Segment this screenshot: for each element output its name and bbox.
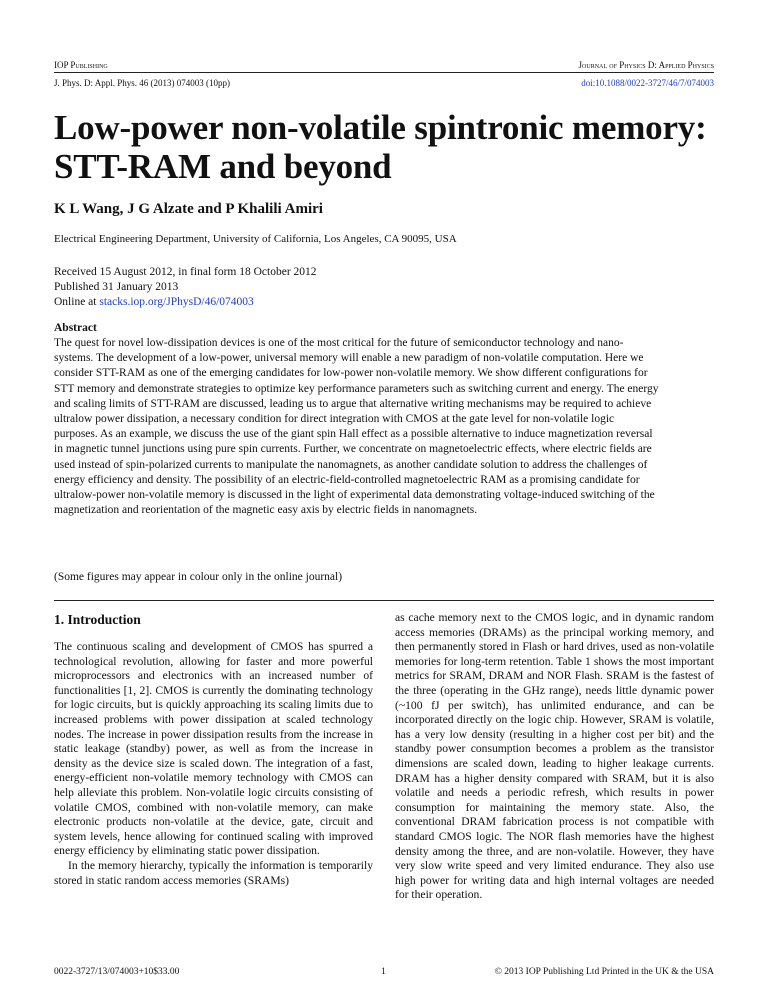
publisher-name: IOP Publishing xyxy=(54,60,108,70)
page-number: 1 xyxy=(381,967,386,977)
left-column xyxy=(54,640,373,888)
online-line xyxy=(54,295,317,310)
abstract-rule xyxy=(54,600,714,601)
intro-paragraph-1: The continuous scaling and development of CMOS has spurred a technological revolution, allowing for faster and more powerful microprocessors and electronics with an increased number of functionalities [1, 2]. CMOS is currently the dominating technology for logic circuits, but is quickly approaching its scaling limits due to increased problems with power dissipation at scaled technology nodes. The increase in power dissipation results from the increase in static leakage (standby) power, as well as from the increase in density as the device size is scaled down. The integration of a fast, energy-efficient non-volatile memory technology with CMOS can help alleviate this problem. Non-volatile logic circuits consisting of volatile CMOS, combined with non-volatile memory, can make electronic products non-volatile at the device, gate, circuit and system levels, hence allowing for continued scaling with improved energy efficiency by eliminating static power dissipation. xyxy=(54,640,373,858)
right-column xyxy=(395,611,714,903)
intro-paragraph-2: In the memory hierarchy, typically the information is temporarily stored in static random access memories (SRAMs) xyxy=(54,858,373,887)
published-date: Published 31 January 2013 xyxy=(54,281,179,293)
header-rule xyxy=(54,72,714,73)
abstract-heading: Abstract xyxy=(54,322,97,334)
journal-name: Journal of Physics D: Applied Physics xyxy=(578,60,714,70)
footer-copyright: © 2013 IOP Publishing Ltd Printed in the UK & the USA xyxy=(494,967,714,977)
publication-dates xyxy=(54,265,317,310)
citation: J. Phys. D: Appl. Phys. 46 (2013) 074003 (10pp) xyxy=(54,78,231,88)
abstract-text: The quest for novel low-dissipation devices is one of the most critical for the future of semiconductor technology and nano-systems. The development of a low-power, universal memory will enable a new paradigm of non-volatile computation. Here we consider STT-RAM as one of the emerging candidates for low-power non-volatile memory. We show different configurations for STT memory and demonstrate strategies to optimize key performance parameters such as switching current and energy. The energy and scaling limits of STT-RAM are discussed, leading us to argue that alternative writing mechanisms may be required to achieve ultralow power dissipation, a necessary condition for direct integration with CMOS at the gate level for non-volatile logic purposes. As an example, we discuss the use of the giant spin Hall effect as a possible alternative to induce magnetization reversal in magnetic tunnel junctions using pure spin currents. Further, we concentrate on magnetoelectric effects, where electric fields are used instead of spin-polarized currents to manipulate the nanomagnets, as another candidate solution to address the challenges of energy efficiency and density. The possibility of an electric-field-controlled magnetoelectric RAM as a promising candidate for ultralow-power non-volatile memory is discussed in the light of experimental data demonstrating voltage-induced switching of the magnetization and reorientation of the magnetic easy axis by electric fields in nanomagnets. xyxy=(54,337,659,517)
doi-link[interactable]: doi:10.1088/0022-3727/46/7/074003 xyxy=(581,78,714,88)
footer-code: 0022-3727/13/074003+10$33.00 xyxy=(54,967,180,977)
author-list: K L Wang, J G Alzate and P Khalili Amiri xyxy=(54,201,323,217)
online-prefix: Online at xyxy=(54,296,100,308)
affiliation: Electrical Engineering Department, University of California, Los Angeles, CA 90095, USA xyxy=(54,233,457,245)
received-date: Received 15 August 2012, in final form 18 October 2012 xyxy=(54,266,317,278)
section-heading: 1. Introduction xyxy=(54,612,141,627)
paper-title: Low-power non-volatile spintronic memory: STT-RAM and beyond xyxy=(54,108,707,186)
online-link[interactable]: stacks.iop.org/JPhysD/46/074003 xyxy=(99,296,254,308)
colour-note: (Some figures may appear in colour only in the online journal) xyxy=(54,571,343,583)
intro-paragraph-3: as cache memory next to the CMOS logic, and in dynamic random access memories (DRAMs) as the principal working memory, and then permanently stored in Flash or hard drives, used as non-volatile memories for long-term retention. Table 1 shows the most important metrics for SRAM, DRAM and NOR Flash. SRAM is the fastest of the three (operating in the GHz range), needs little dynamic power (~100 fJ per switch), has unlimited endurance, and can be incorporated directly on the logic chip. However, SRAM is volatile, has a very low density (resulting in a higher cost per bit) and the standby power consumption becomes a problem as the transistor dimensions are scaled down, leading to higher leakage currents. DRAM has a higher density compared with SRAM, but it is also volatile and needs a periodic refresh, which results in power consumption for maintaining the memory state. Also, the conventional DRAM fabrication process is not compatible with standard CMOS logic. The NOR flash memories have the highest density among the three, and are non-volatile. However, they have very slow write speed and very limited endurance. They also use high power for writing data and high internal voltages are needed for their operation. xyxy=(395,611,714,902)
